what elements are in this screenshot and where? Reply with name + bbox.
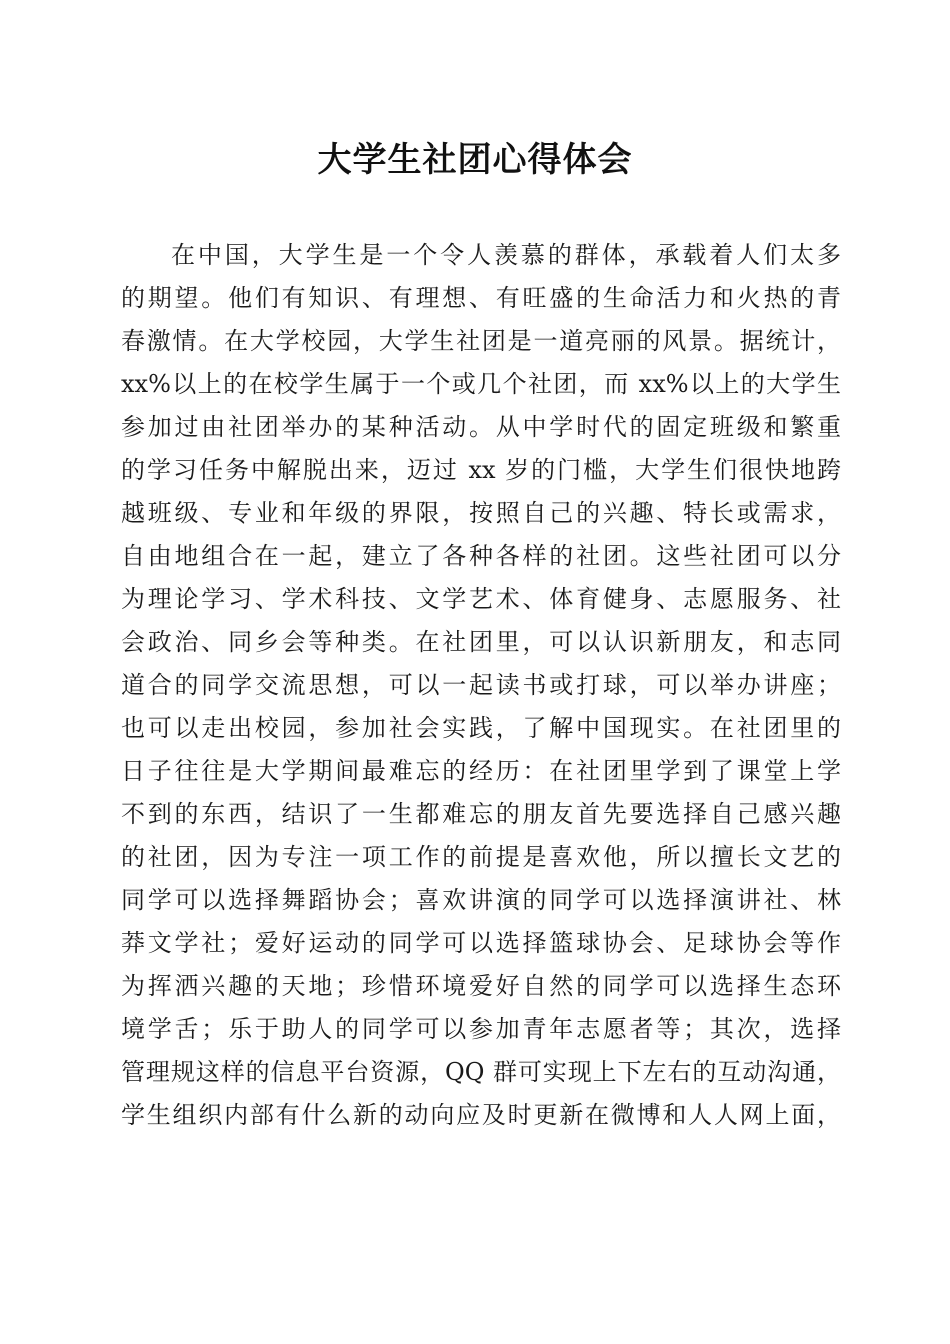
paragraph-line: 莽文学社；爱好运动的同学可以选择篮球协会、足球协会等作 [121, 929, 841, 957]
paragraph-line: 的学习任务中解脱出来，迈过 xx 岁的门槛，大学生们很快地跨 [121, 456, 841, 484]
paragraph-line: 为理论学习、学术科技、文学艺术、体育健身、志愿服务、社 [121, 585, 841, 613]
paragraph-line: 参加过由社团举办的某种活动。从中学时代的固定班级和繁重 [121, 413, 841, 441]
paragraph-line: 同学可以选择舞蹈协会；喜欢讲演的同学可以选择演讲社、林 [121, 886, 841, 914]
document-title: 大学生社团心得体会 [317, 140, 633, 180]
paragraph-line: 学生组织内部有什么新的动向应及时更新在微博和人人网上面， [121, 1101, 841, 1129]
paragraph-line: 自由地组合在一起，建立了各种各样的社团。这些社团可以分 [121, 542, 841, 570]
paragraph-line: 春激情。在大学校园，大学生社团是一道亮丽的风景。据统计， [121, 327, 841, 355]
paragraph-line: xx%以上的在校学生属于一个或几个社团，而 xx%以上的大学生 [121, 370, 841, 398]
paragraph-line: 的期望。他们有知识、有理想、有旺盛的生命活力和火热的青 [121, 284, 841, 312]
paragraph-line: 日子往往是大学期间最难忘的经历：在社团里学到了课堂上学 [121, 757, 841, 785]
paragraph-line: 也可以走出校园，参加社会实践，了解中国现实。在社团里的 [121, 714, 841, 742]
paragraph-line: 不到的东西，结识了一生都难忘的朋友首先要选择自己感兴趣 [121, 800, 841, 828]
paragraph-line: 境学舌；乐于助人的同学可以参加青年志愿者等；其次，选择 [121, 1015, 841, 1043]
paragraph-line: 管理规这样的信息平台资源，QQ 群可实现上下左右的互动沟通， [121, 1058, 841, 1086]
paragraph-line: 的社团，因为专注一项工作的前提是喜欢他，所以擅长文艺的 [121, 843, 841, 871]
paragraph-line: 越班级、专业和年级的界限，按照自己的兴趣、特长或需求， [121, 499, 841, 527]
paragraph-line: 在中国，大学生是一个令人羡慕的群体，承载着人们太多 [171, 241, 841, 269]
document-body [121, 234, 841, 1137]
paragraph-line: 为挥洒兴趣的天地；珍惜环境爱好自然的同学可以选择生态环 [121, 972, 841, 1000]
paragraph-line: 道合的同学交流思想，可以一起读书或打球，可以举办讲座； [121, 671, 841, 699]
paragraph-line: 会政治、同乡会等种类。在社团里，可以认识新朋友，和志同 [121, 628, 841, 656]
